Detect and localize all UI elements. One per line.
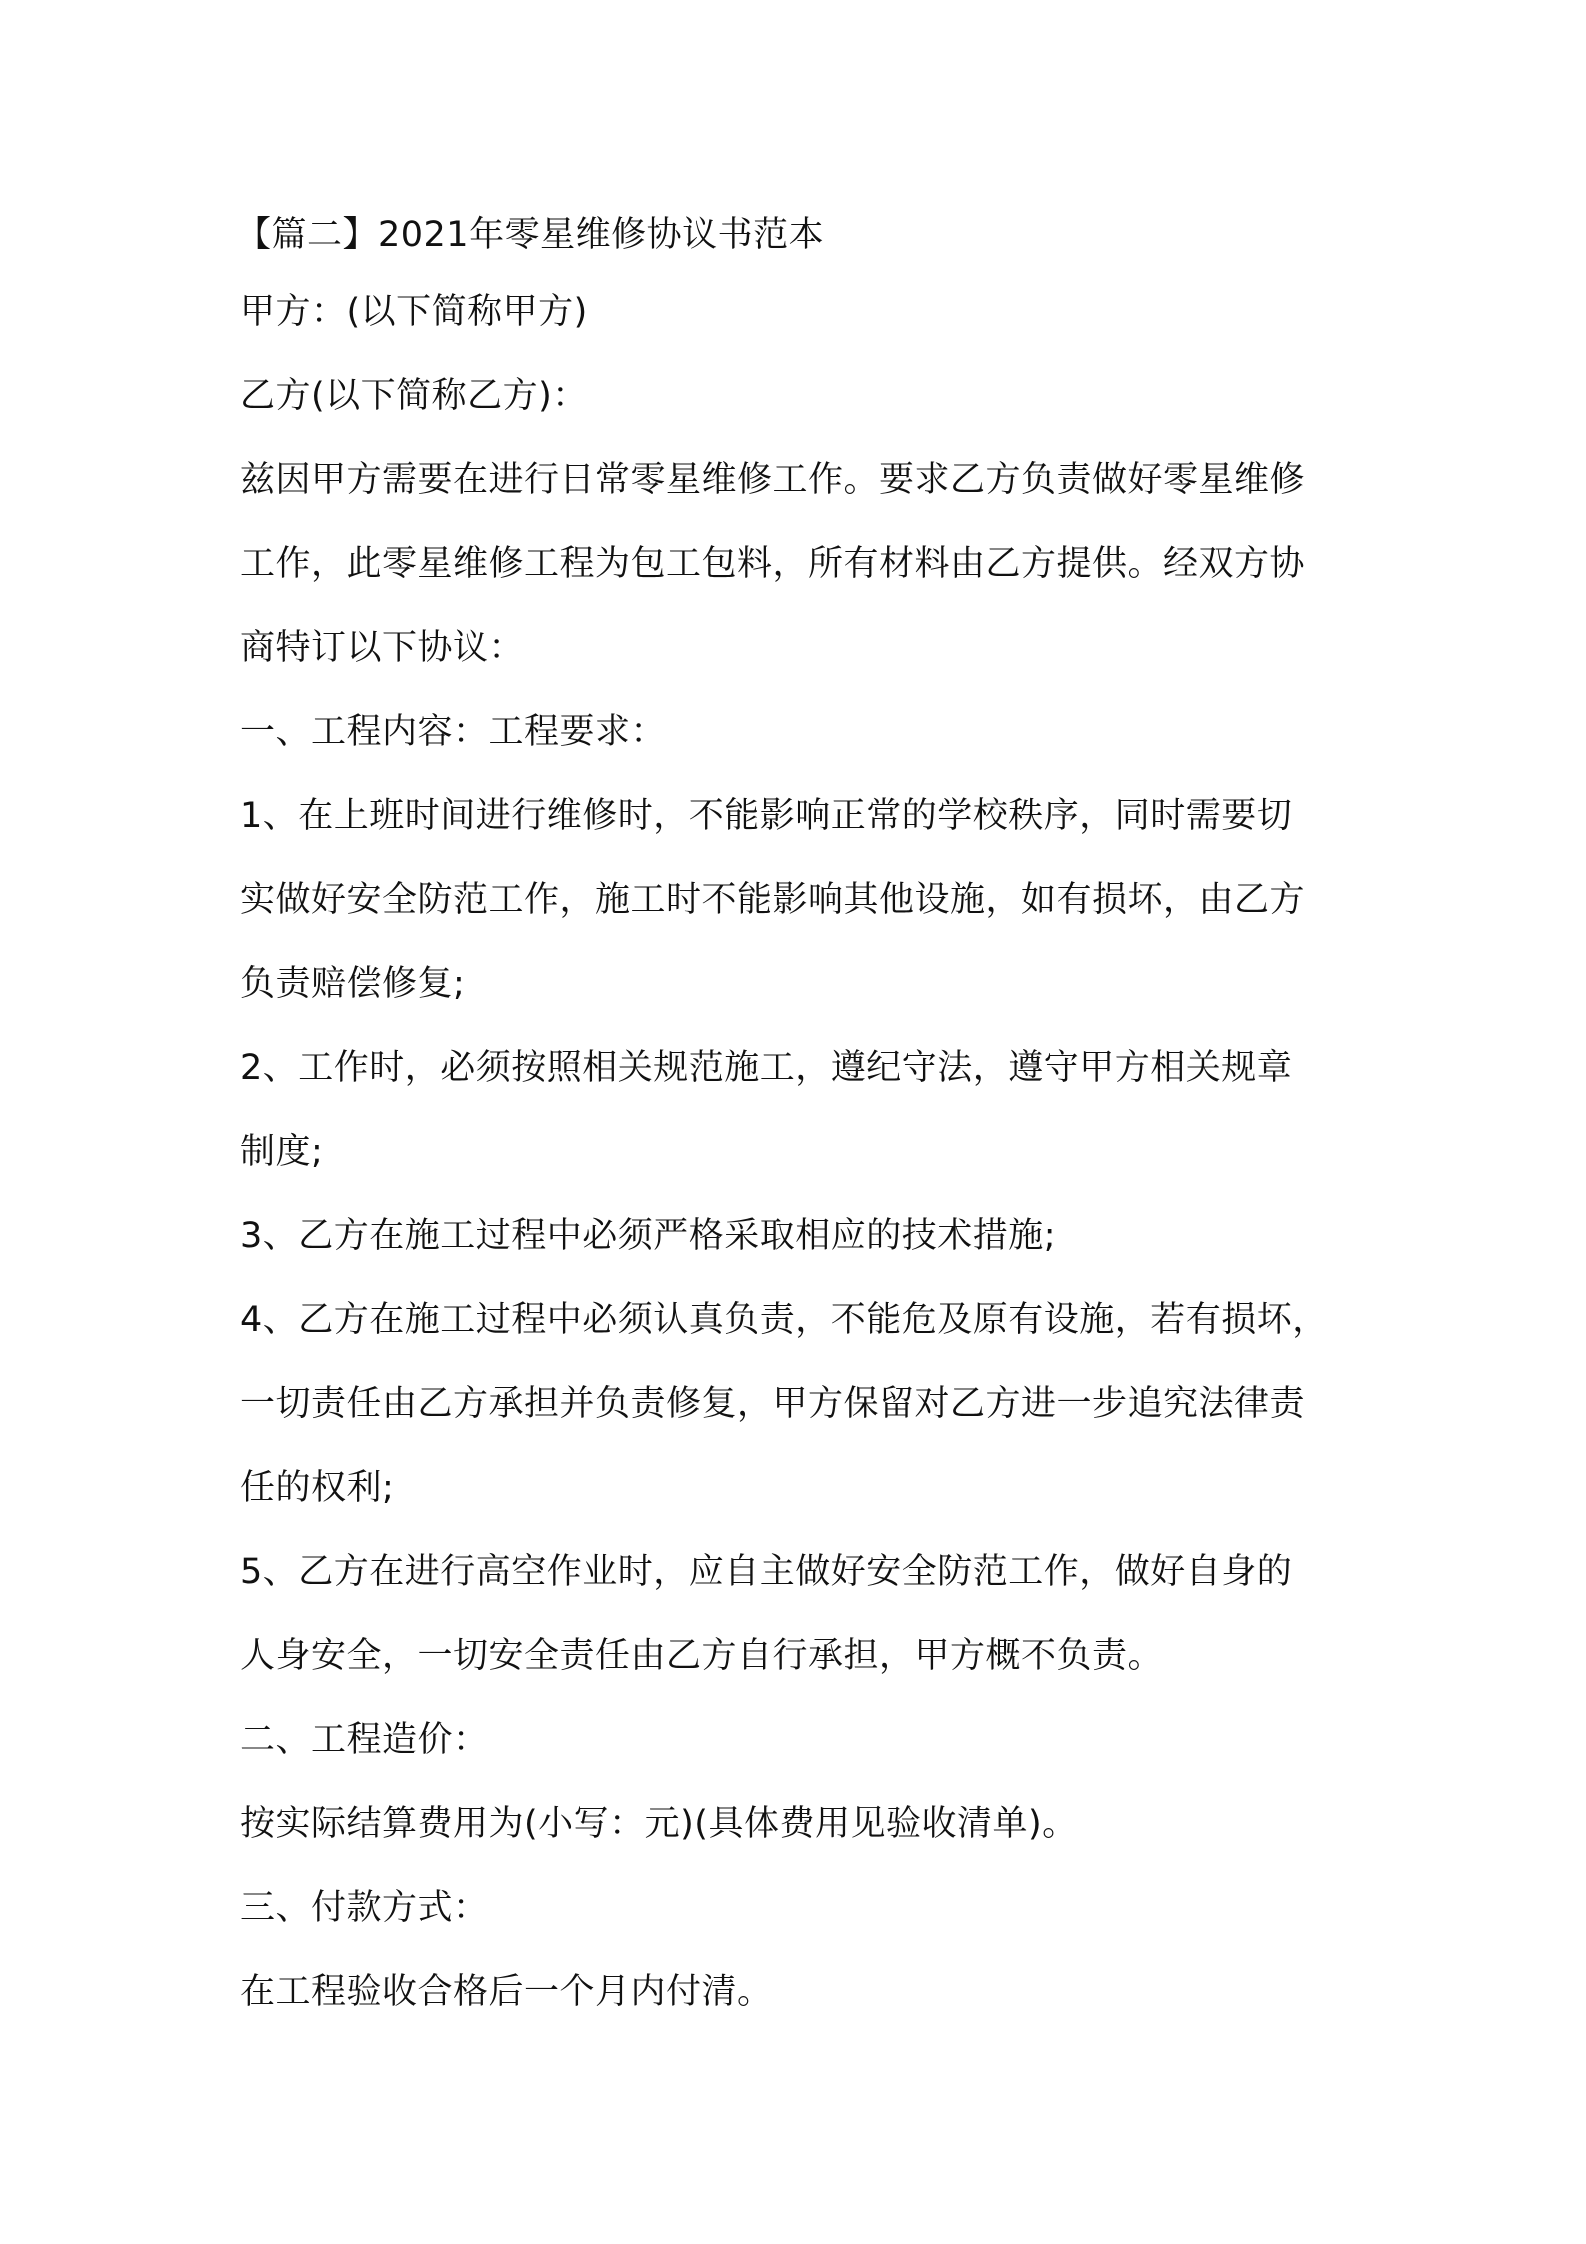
paragraph-line: 商特订以下协议： <box>240 628 525 668</box>
clause-line: 按实际结算费用为(小写：元)(具体费用见验收清单)。 <box>240 1804 1078 1844</box>
clause-line: 4、乙方在施工过程中必须认真负责，不能危及原有设施，若有损坏， <box>240 1300 1328 1340</box>
section-heading: 三、付款方式： <box>240 1888 489 1928</box>
clause-line: 任的权利; <box>240 1468 395 1508</box>
document-title: 【篇二】2021年零星维修协议书范本 <box>236 215 825 255</box>
clause-line: 负责赔偿修复; <box>240 964 466 1004</box>
clause-line: 3、乙方在施工过程中必须严格采取相应的技术措施; <box>240 1216 1057 1256</box>
section-heading: 二、工程造价： <box>240 1720 489 1760</box>
clause-line: 1、在上班时间进行维修时，不能影响正常的学校秩序，同时需要切 <box>240 796 1293 836</box>
clause-line: 一切责任由乙方承担并负责修复，甲方保留对乙方进一步追究法律责 <box>240 1384 1306 1424</box>
paragraph-line: 工作，此零星维修工程为包工包料，所有材料由乙方提供。经双方协 <box>240 544 1306 584</box>
clause-line: 制度; <box>240 1132 324 1172</box>
clause-line: 在工程验收合格后一个月内付清。 <box>240 1972 773 2012</box>
party-b-line: 乙方(以下简称乙方)： <box>240 376 588 416</box>
clause-line: 人身安全，一切安全责任由乙方自行承担，甲方概不负责。 <box>240 1636 1164 1676</box>
paragraph-line: 兹因甲方需要在进行日常零星维修工作。要求乙方负责做好零星维修 <box>240 460 1306 500</box>
clause-line: 实做好安全防范工作，施工时不能影响其他设施，如有损坏，由乙方 <box>240 880 1306 920</box>
party-a-line: 甲方：(以下简称甲方) <box>240 292 588 332</box>
clause-line: 2、工作时，必须按照相关规范施工，遵纪守法，遵守甲方相关规章 <box>240 1048 1293 1088</box>
clause-line: 5、乙方在进行高空作业时，应自主做好安全防范工作，做好自身的 <box>240 1552 1293 1592</box>
section-heading: 一、工程内容：工程要求： <box>240 712 667 752</box>
